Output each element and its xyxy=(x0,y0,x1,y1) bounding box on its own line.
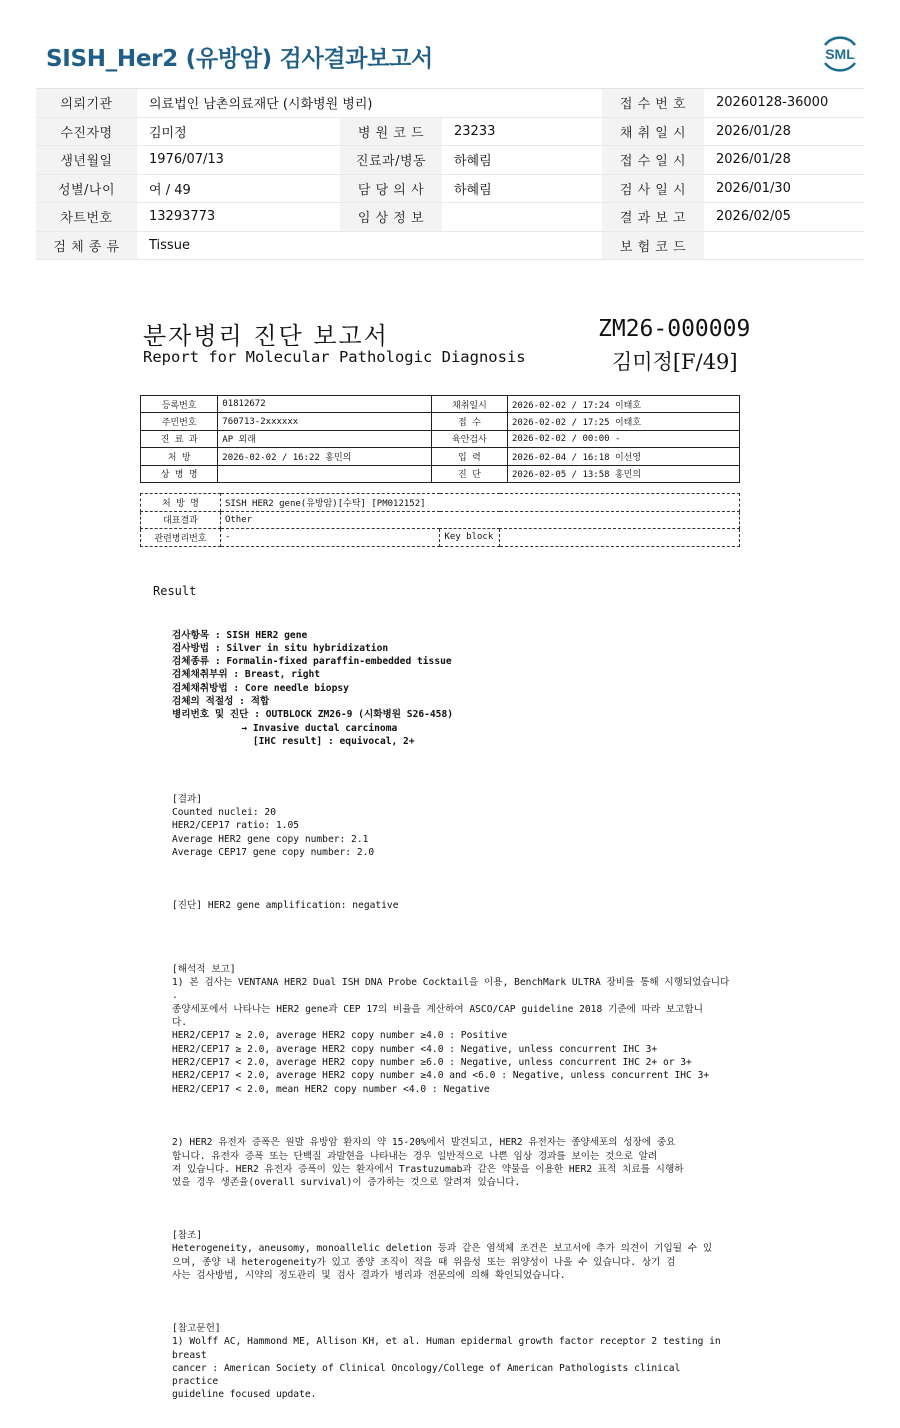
info-value: 20260128-36000 xyxy=(704,89,864,117)
report-line: → Invasive ductal carcinoma xyxy=(172,722,398,734)
report-line: [참고문헌] xyxy=(172,1322,221,1334)
rep-label: 대표결과 xyxy=(141,511,221,529)
references-block xyxy=(172,1322,732,1402)
meta-value: 01812672 xyxy=(218,396,432,413)
report-line: 병리번호 및 진단 : OUTBLOCK ZM26-9 (시화병원 S26-458) xyxy=(172,709,453,721)
info-label: 성별/나이 xyxy=(36,174,137,203)
info-label: 병 원 코 드 xyxy=(340,117,442,146)
info-label: 접 수 일 시 xyxy=(602,146,704,175)
report-line: 다. xyxy=(172,1017,188,1029)
report-line: 종양세포에서 나타나는 HER2 gene과 CEP 17의 비율을 계산하여 ASCO/CAP guideline 2018 기준에 따라 보고합니 xyxy=(172,1003,703,1015)
info-label: 검 체 종 류 xyxy=(36,231,137,260)
report-line: 1) Wolff AC, Hammond ME, Allison KH, et al. Human epidermal growth factor receptor 2 testing in breast xyxy=(172,1336,727,1361)
info-value: 2026/01/28 xyxy=(704,146,864,175)
report-line: cancer : American Society of Clinical Oncology/College of American Pathologists clinical practice xyxy=(172,1362,687,1388)
meta-label: 채취일시 xyxy=(431,396,507,413)
rep-row xyxy=(141,511,740,529)
info-value: 2026/01/28 xyxy=(704,117,864,146)
meta-value: 2026-02-05 / 13:58 홍민의 xyxy=(508,465,740,482)
order-value: SISH HER2 gene(유방암)[수탁] [PM012152] xyxy=(220,494,739,512)
report-meta-row xyxy=(141,396,740,413)
report-line: guideline focused update. xyxy=(172,1389,317,1401)
meta-label: 진 단 xyxy=(431,465,507,482)
order-table xyxy=(140,493,740,547)
info-value: 의료법인 남촌의료재단 (시화병원 병리) xyxy=(137,89,602,117)
info-value: 하혜림 xyxy=(442,146,602,175)
meta-label: 등록번호 xyxy=(141,396,218,413)
info-label: 의뢰기관 xyxy=(36,89,137,117)
rel-row xyxy=(141,529,740,547)
info-label: 보 험 코 드 xyxy=(602,231,704,260)
meta-value: AP 외래 xyxy=(218,430,432,447)
interpretation-2-block xyxy=(172,1136,732,1189)
report-line: 검체채취부위 : Breast, right xyxy=(172,669,321,681)
info-value: 13293773 xyxy=(137,203,340,232)
order-label: 처 방 명 xyxy=(141,494,221,512)
report-meta-row xyxy=(141,413,740,430)
info-label: 결 과 보 고 xyxy=(602,203,704,232)
meta-label: 상 병 명 xyxy=(141,465,218,482)
key-value xyxy=(500,529,740,547)
info-value: 23233 xyxy=(442,117,602,146)
report-title-korean: 분자병리 진단 보고서 xyxy=(143,322,389,350)
report-line: 검체종류 : Formalin-fixed paraffin-embedded tissue xyxy=(172,656,452,668)
report-line: 합니다. 유전자 증폭 또는 단백질 과발현을 나타내는 경우 일반적으로 나쁜 임상 경과를 보이는 것으로 알려 xyxy=(172,1150,658,1162)
interpretation-block xyxy=(172,963,732,1096)
info-label: 검 사 일 시 xyxy=(602,174,704,203)
report-line: HER2/CEP17 ≥ 2.0, average HER2 copy number <4.0 : Negative, unless concurrent IHC 3+ xyxy=(172,1043,658,1055)
report-number: ZM26-000009 xyxy=(598,316,751,342)
info-value: Tissue xyxy=(137,231,602,260)
report-title: SISH_Her2 (유방암) 검사결과보고서 xyxy=(46,46,433,72)
info-value: 하혜림 xyxy=(442,174,602,203)
report-line: 져 있습니다. HER2 유전자 증폭이 있는 환자에서 Trastuzumab과 같은 약물을 이용한 HER2 표적 치료를 시행하 xyxy=(172,1163,684,1175)
info-label: 수진자명 xyxy=(36,117,137,146)
report-line: 검사항목 : SISH HER2 gene xyxy=(172,629,308,641)
report-line: HER2/CEP17 ratio: 1.05 xyxy=(172,820,300,832)
meta-label: 육안검사 xyxy=(431,430,507,447)
report-meta-row xyxy=(141,465,740,482)
meta-value xyxy=(218,465,432,482)
rel-value: - xyxy=(220,529,440,547)
rel-label: 관련병리번호 xyxy=(141,529,221,547)
logo-text: SML xyxy=(825,46,855,62)
meta-label: 입 력 xyxy=(431,448,507,465)
report-line: . xyxy=(172,990,178,1002)
info-label: 채 취 일 시 xyxy=(602,117,704,146)
report-line: Counted nuclei: 20 xyxy=(172,807,276,819)
info-value: 여 / 49 xyxy=(137,174,340,203)
report-line: HER2/CEP17 < 2.0, average HER2 copy number ≥6.0 : Negative, unless concurrent IHC 2+ or 3+ xyxy=(172,1056,692,1068)
result-info-block xyxy=(172,629,732,749)
meta-label: 접 수 xyxy=(431,413,507,430)
report-meta-row xyxy=(141,448,740,465)
meta-value: 2026-02-02 / 17:25 이태호 xyxy=(508,413,740,430)
info-label: 담 당 의 사 xyxy=(340,174,442,203)
report-line: 검사방법 : Silver in situ hybridization xyxy=(172,642,389,654)
info-value: 2026/02/05 xyxy=(704,203,864,232)
key-label: Key block xyxy=(440,529,500,547)
report-line: [결과] xyxy=(172,793,203,805)
meta-value: 2026-02-02 / 16:22 홍민의 xyxy=(218,448,432,465)
meta-value: 2026-02-02 / 17:24 이태호 xyxy=(508,396,740,413)
report-line: Heterogeneity, aneusomy, monoallelic deletion 등과 같은 염색체 조건은 보고서에 추가 의견이 기입될 수 있 xyxy=(172,1243,713,1255)
report-line: HER2/CEP17 < 2.0, mean HER2 copy number <4.0 : Negative xyxy=(172,1083,490,1095)
note-block xyxy=(172,1229,732,1282)
meta-label: 진 료 과 xyxy=(141,430,218,447)
report-meta-row xyxy=(141,430,740,447)
report-line: HER2/CEP17 < 2.0, average HER2 copy number ≥4.0 and <6.0 : Negative, unless concurrent IHC 3+ xyxy=(172,1070,710,1082)
result-heading: Result xyxy=(153,584,197,598)
result-values-block xyxy=(172,793,732,859)
report-line: HER2/CEP17 ≥ 2.0, average HER2 copy number ≥4.0 : Positive xyxy=(172,1030,508,1042)
report-line: Average HER2 gene copy number: 2.1 xyxy=(172,833,369,845)
meta-value: 760713-2xxxxxx xyxy=(218,413,432,430)
info-label: 차트번호 xyxy=(36,203,137,232)
report-line: [IHC result] : equivocal, 2+ xyxy=(172,735,415,747)
meta-value: 2026-02-04 / 16:18 이선영 xyxy=(508,448,740,465)
meta-value: 2026-02-02 / 00:00 - xyxy=(508,430,740,447)
report-line: 2) HER2 유전자 증폭은 원발 유방암 환자의 약 15-20%에서 발견되고, HER2 유전자는 종양세포의 성장에 중요 xyxy=(172,1137,676,1149)
report-line: 검체의 적절성 : 적합 xyxy=(172,696,270,708)
info-value: 김미정 xyxy=(137,117,340,146)
meta-label: 처 방 xyxy=(141,448,218,465)
result-body xyxy=(172,602,732,1428)
info-label: 진료과/병동 xyxy=(340,146,442,175)
report-line: 으며, 종양 내 heterogeneity가 있고 종양 조직이 적을 때 위음성 또는 위양성이 나올 수 있습니다. 상기 검 xyxy=(172,1256,676,1268)
report-title-english: Report for Molecular Pathologic Diagnosis xyxy=(143,348,526,366)
report-patient: 김미정[F/49] xyxy=(612,350,738,374)
report-meta-table xyxy=(140,395,740,483)
report-line: [참조] xyxy=(172,1230,203,1242)
info-label: 임 상 정 보 xyxy=(340,203,442,232)
order-row xyxy=(141,494,740,512)
rep-value: Other xyxy=(220,511,739,529)
info-label: 생년월일 xyxy=(36,146,137,175)
report-line: 사는 검사방법, 시약의 정도관리 및 검사 결과가 병리과 전문의에 의해 확인되었습니다. xyxy=(172,1270,566,1282)
meta-label: 주민번호 xyxy=(141,413,218,430)
diagnosis-line: [진단] HER2 gene amplification: negative xyxy=(172,899,399,911)
info-label: 접 수 번 호 xyxy=(602,89,704,117)
info-value: 1976/07/13 xyxy=(137,146,340,175)
report-line: Average CEP17 gene copy number: 2.0 xyxy=(172,847,375,859)
info-value: 2026/01/30 xyxy=(704,174,864,203)
report-line: 1) 본 검사는 VENTANA HER2 Dual ISH DNA Probe Cocktail을 이용, BenchMark ULTRA 장비를 통해 시행되었습니다 xyxy=(172,977,730,989)
report-line: 검체채취방법 : Core needle biopsy xyxy=(172,682,349,694)
report-line: 였을 경우 생존율(overall survival)이 증가하는 것으로 알려져 있습니다. xyxy=(172,1177,521,1189)
report-line: [해석적 보고] xyxy=(172,963,236,975)
